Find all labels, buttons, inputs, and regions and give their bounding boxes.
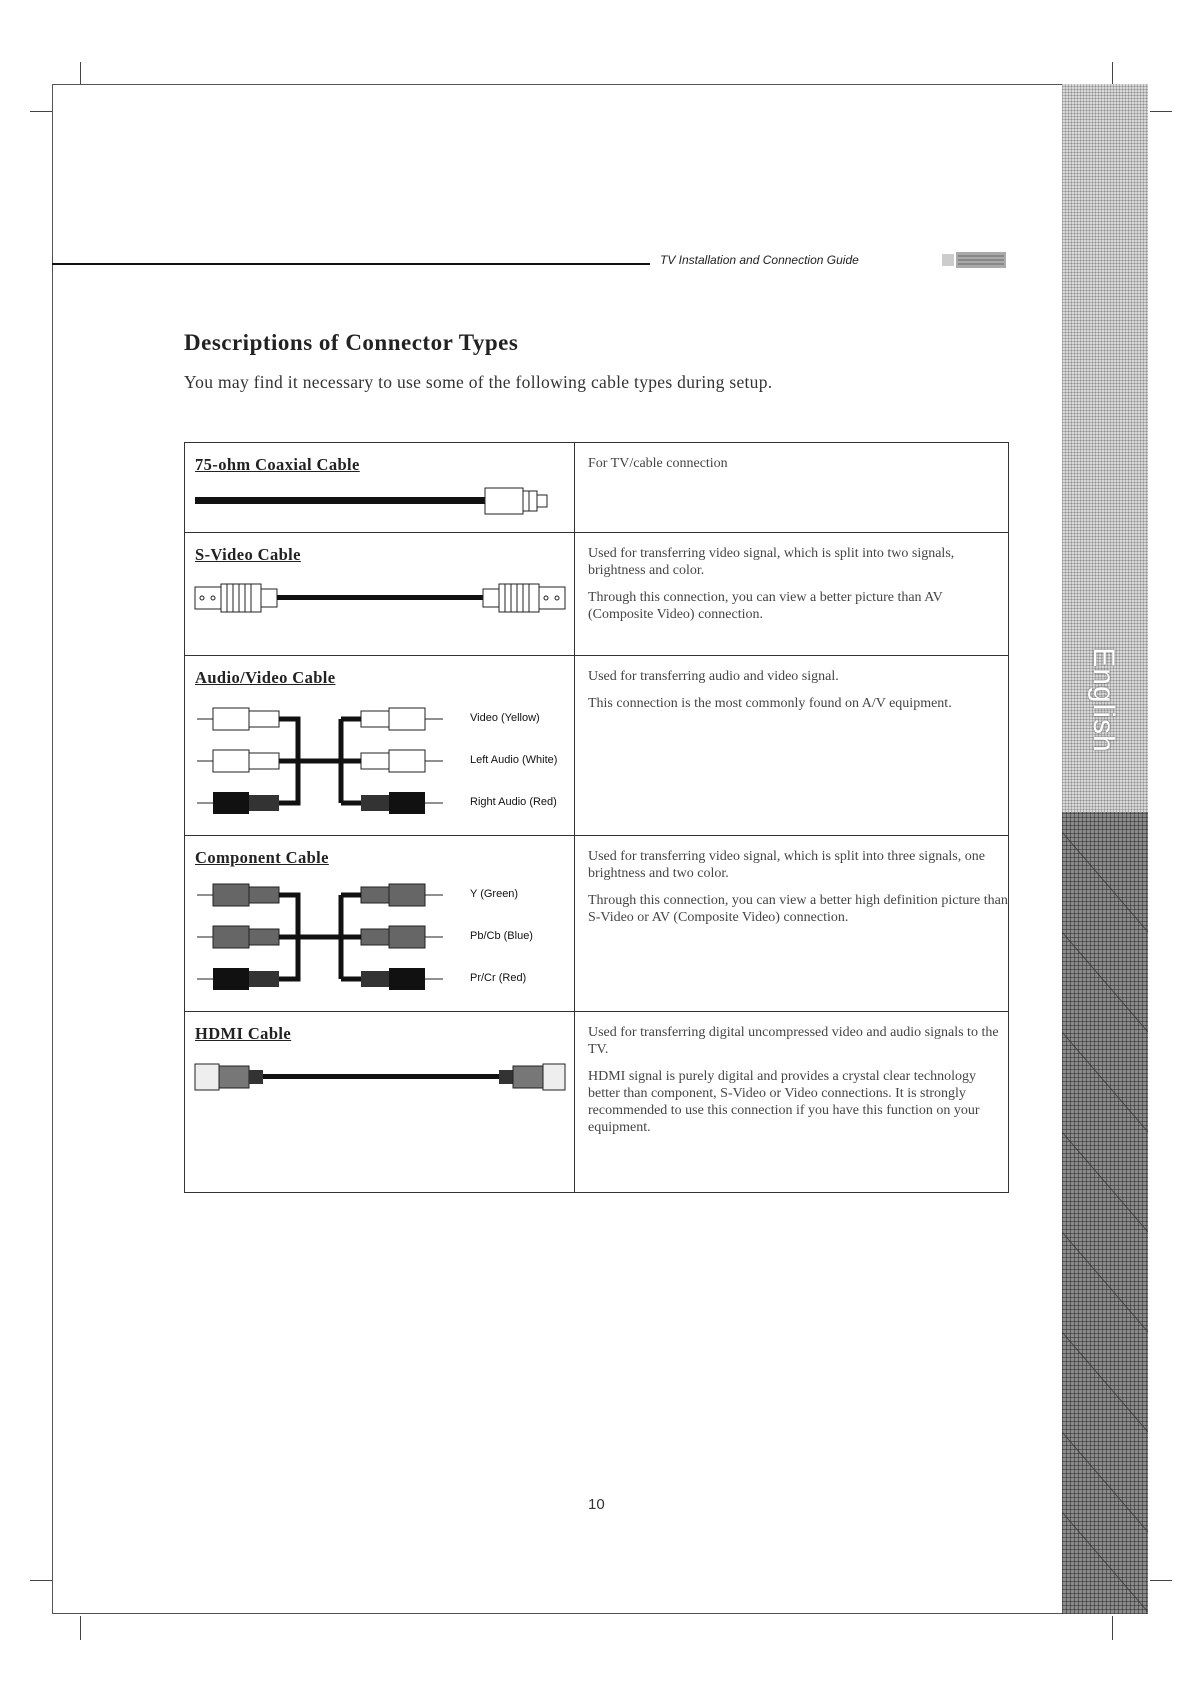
table-row — [185, 656, 1009, 836]
description-text: Through this connection, you can view a better high definition picture than S-Video or AV (Composite Video) connection. — [587, 893, 1008, 925]
description-text: HDMI signal is purely digital and provides a crystal clear technology better than component, S-Video or Video connections. It is strongly recommended to use this connection if you have this function on your equipment. — [587, 1069, 980, 1135]
header-rule — [52, 263, 650, 265]
coaxial-cable-icon — [193, 481, 573, 521]
connector-cell — [185, 836, 575, 1012]
table-row — [185, 1012, 1009, 1193]
intro-text: You may find it necessary to use some of the following cable types during setup. — [184, 372, 773, 392]
connector-label: Right Audio (Red) — [470, 796, 557, 808]
description-text: For TV/cable connection — [587, 456, 728, 471]
description-text: Used for transferring audio and video signal. — [587, 669, 839, 684]
description-cell — [574, 656, 1008, 836]
crop-mark-bottom-left-h — [30, 1580, 52, 1581]
connector-cell — [185, 656, 575, 836]
connector-label: Y (Green) — [470, 888, 519, 900]
page-frame-left — [52, 84, 53, 1614]
side-tab-dark-section — [1062, 812, 1148, 1614]
page-number: 10 — [588, 1496, 605, 1513]
page-title: Descriptions of Connector Types — [184, 330, 519, 355]
description-cell — [574, 443, 1008, 533]
crop-mark-top-left-v — [80, 62, 81, 84]
crop-mark-bottom-right-v — [1112, 1616, 1113, 1640]
description-text: Used for transferring digital uncompressed video and audio signals to the TV. — [587, 1025, 999, 1057]
header-decoration — [934, 246, 1010, 270]
audio-video-cable-icon — [193, 698, 473, 828]
page-frame-top — [52, 84, 1062, 85]
connector-cell — [185, 443, 575, 533]
connector-table — [184, 442, 1009, 1193]
description-cell — [574, 836, 1008, 1012]
header-guide-title: TV Installation and Connection Guide — [660, 253, 859, 267]
connector-name: Audio/Video Cable — [195, 668, 336, 687]
description-text: Used for transferring video signal, which is split into three signals, one brightness and two color. — [587, 849, 985, 881]
side-tab-label: English — [1087, 647, 1120, 753]
crop-mark-bottom-right-h — [1150, 1580, 1172, 1581]
crop-mark-top-right-h — [1150, 111, 1172, 112]
side-tab-language[interactable] — [1078, 640, 1128, 760]
connector-label: Pb/Cb (Blue) — [470, 930, 533, 942]
connector-name: S-Video Cable — [195, 545, 301, 564]
connector-name: 75-ohm Coaxial Cable — [195, 455, 360, 474]
component-cable-icon — [193, 876, 473, 1006]
table-row — [185, 533, 1009, 656]
hdmi-cable-icon — [193, 1058, 573, 1098]
description-cell — [574, 533, 1008, 656]
crop-mark-bottom-left-v — [80, 1616, 81, 1640]
table-row — [185, 443, 1009, 533]
connector-name: Component Cable — [195, 848, 329, 867]
connector-label: Video (Yellow) — [470, 712, 540, 724]
table-row — [185, 836, 1009, 1012]
description-text: Through this connection, you can view a better picture than AV (Composite Video) connection. — [587, 590, 943, 622]
connector-cell — [185, 1012, 575, 1193]
crop-mark-top-left-h — [30, 111, 52, 112]
s-video-cable-icon — [193, 579, 573, 619]
crop-mark-top-right-v — [1112, 62, 1113, 84]
description-cell — [574, 1012, 1008, 1193]
side-tab-diagonal-pattern — [1062, 812, 1148, 1614]
connector-label: Pr/Cr (Red) — [470, 972, 527, 984]
description-text: Used for transferring video signal, which is split into two signals, brightness and color. — [587, 546, 955, 578]
connector-name: HDMI Cable — [195, 1024, 292, 1043]
description-text: This connection is the most commonly found on A/V equipment. — [587, 696, 952, 711]
connector-label: Left Audio (White) — [470, 754, 558, 766]
page-frame-bottom — [52, 1613, 1062, 1614]
connector-cell — [185, 533, 575, 656]
